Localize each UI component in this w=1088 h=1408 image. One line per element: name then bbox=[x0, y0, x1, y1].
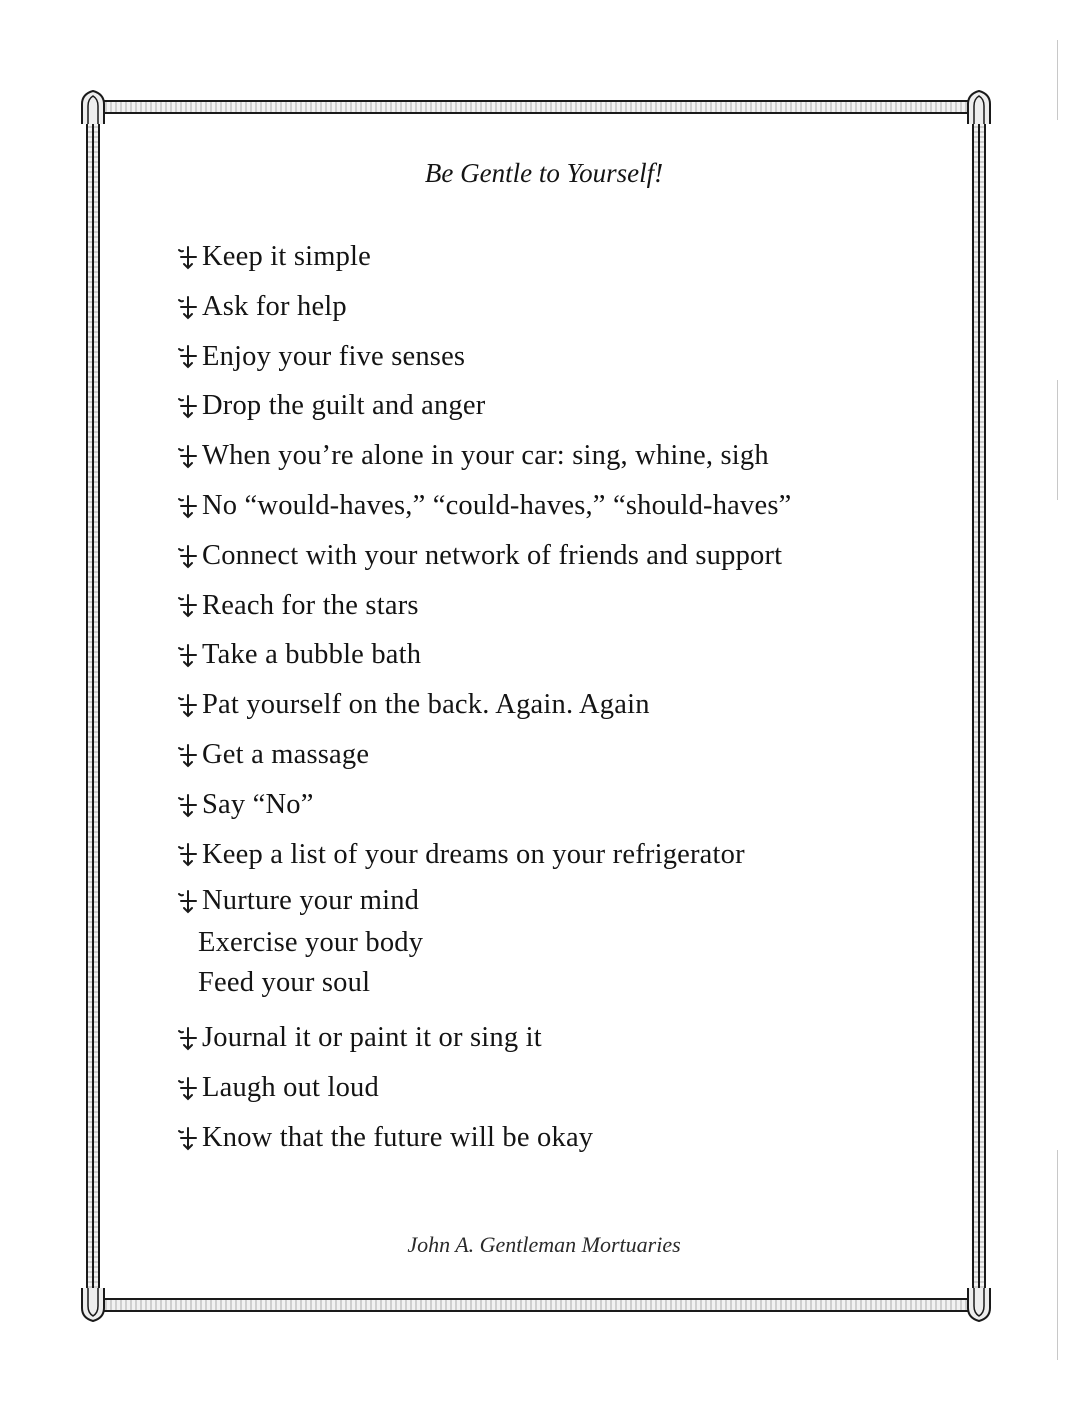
list-item-text: No “would-haves,” “could-haves,” “should-haves” bbox=[202, 489, 792, 521]
list-item bbox=[172, 879, 791, 923]
plus-arrow-icon bbox=[172, 244, 202, 270]
corner-ornament-icon bbox=[966, 1288, 992, 1322]
list-item-text: Journal it or paint it or sing it bbox=[202, 1022, 542, 1054]
list-item-text: Take a bubble bath bbox=[202, 639, 422, 671]
scan-artifact bbox=[1057, 380, 1058, 500]
border-bottom bbox=[90, 1298, 982, 1312]
list-item-text: Say “No” bbox=[202, 788, 314, 820]
list-item bbox=[172, 730, 791, 780]
list-item bbox=[172, 481, 791, 531]
border-left bbox=[86, 104, 100, 1308]
list-item bbox=[172, 1063, 791, 1113]
plus-arrow-icon bbox=[172, 393, 202, 419]
footer-attribution: John A. Gentleman Mortuaries bbox=[407, 1232, 681, 1257]
plus-arrow-icon bbox=[172, 841, 202, 867]
plus-arrow-icon bbox=[172, 1025, 202, 1051]
list-item bbox=[172, 431, 791, 481]
list-item bbox=[172, 381, 791, 431]
list-item bbox=[172, 581, 791, 631]
list-item-text: Reach for the stars bbox=[202, 589, 419, 621]
list-item-text: Keep it simple bbox=[202, 241, 372, 272]
list-item-text: Nurture your mind bbox=[202, 885, 420, 917]
list-item bbox=[172, 830, 791, 880]
list-item-text: Enjoy your five senses bbox=[202, 340, 466, 372]
tips-list bbox=[172, 232, 791, 1163]
list-item-text: Drop the guilt and anger bbox=[202, 390, 486, 422]
plus-arrow-icon bbox=[172, 443, 202, 469]
list-item-continuation bbox=[172, 963, 791, 1003]
page-title: Be Gentle to Yourself! bbox=[424, 158, 664, 188]
plus-arrow-icon bbox=[172, 543, 202, 569]
corner-ornament-icon bbox=[80, 1288, 106, 1322]
plus-arrow-icon bbox=[172, 343, 202, 369]
list-item-text: Laugh out loud bbox=[202, 1072, 379, 1104]
plus-arrow-icon bbox=[172, 1075, 202, 1101]
list-item bbox=[172, 780, 791, 830]
plus-arrow-icon bbox=[172, 294, 202, 320]
list-item-text: When you’re alone in your car: sing, whine, sigh bbox=[202, 440, 769, 472]
plus-arrow-icon bbox=[172, 642, 202, 668]
plus-arrow-icon bbox=[172, 493, 202, 519]
list-item bbox=[172, 531, 791, 581]
border-right bbox=[972, 104, 986, 1308]
plus-arrow-icon bbox=[172, 888, 202, 914]
corner-ornament-icon bbox=[80, 90, 106, 124]
list-item bbox=[172, 232, 791, 282]
list-item-text: Exercise your body bbox=[198, 927, 424, 959]
plus-arrow-icon bbox=[172, 742, 202, 768]
plus-arrow-icon bbox=[172, 692, 202, 718]
list-item bbox=[172, 630, 791, 680]
corner-ornament-icon bbox=[966, 90, 992, 124]
list-item bbox=[172, 332, 791, 382]
list-item bbox=[172, 1013, 791, 1063]
border-top bbox=[90, 100, 982, 114]
list-item bbox=[172, 680, 791, 730]
list-item-text: Ask for help bbox=[202, 290, 347, 322]
list-item-text: Feed your soul bbox=[198, 967, 371, 999]
list-item-text: Pat yourself on the back. Again. Again bbox=[202, 689, 650, 721]
list-item bbox=[172, 1113, 791, 1163]
list-item-text: Know that the future will be okay bbox=[202, 1121, 594, 1153]
scan-artifact bbox=[1057, 40, 1058, 120]
plus-arrow-icon bbox=[172, 792, 202, 818]
list-item-text: Keep a list of your dreams on your refrigerator bbox=[202, 838, 745, 870]
list-item-text: Get a massage bbox=[202, 738, 370, 770]
plus-arrow-icon bbox=[172, 592, 202, 618]
list-item bbox=[172, 282, 791, 332]
list-item-continuation bbox=[172, 923, 791, 963]
plus-arrow-icon bbox=[172, 1125, 202, 1151]
list-item-text: Connect with your network of friends and support bbox=[202, 539, 783, 571]
